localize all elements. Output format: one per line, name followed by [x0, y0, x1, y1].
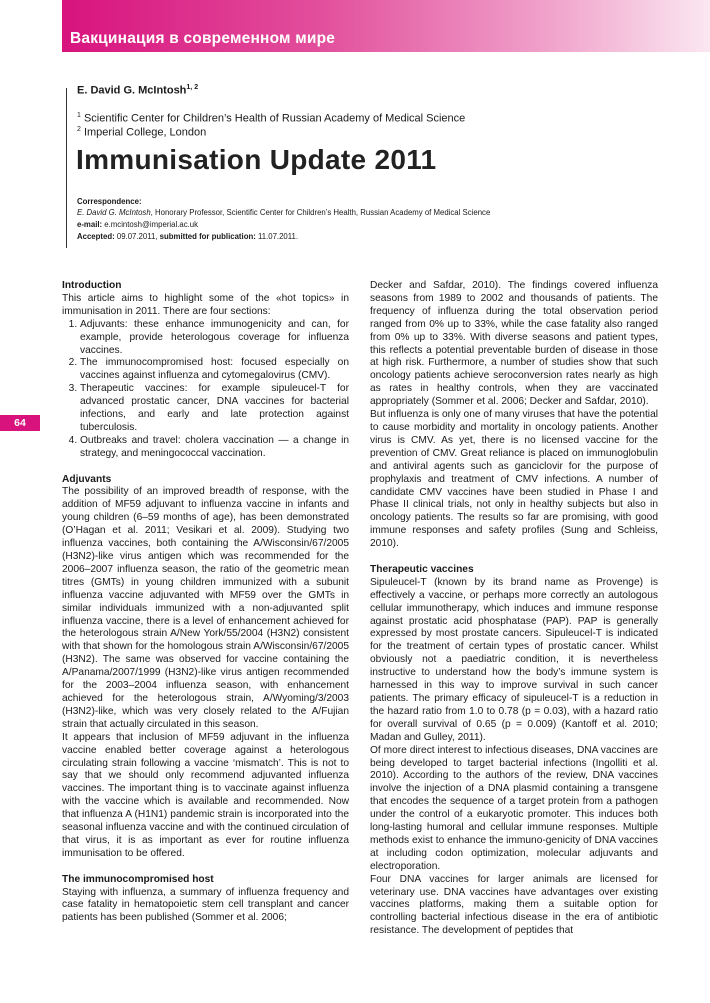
correspondence-text: , Honorary Professor, Scientific Center for Children’s Health, Russian Academy of Medical Science [150, 208, 491, 217]
adjuvants-heading: Adjuvants [62, 473, 112, 485]
list-item: 3. Therapeutic vaccines: for example sipuleucel-T for advanced prostatic cancer, DNA vaccines for bacterial infections, and early and late protection against tuberculosis. [80, 383, 349, 435]
dates-line [77, 232, 298, 241]
intro-list [62, 319, 349, 461]
correspondence-name: E. David G. McIntosh [77, 208, 151, 217]
author-text: E. David G. McIntosh [77, 84, 187, 97]
list-item: 2. The immunocompromised host: focused especially on vaccines against influenza and cytomegalovirus (CMV). [80, 357, 349, 383]
email-line [77, 220, 198, 229]
author-name [77, 84, 198, 97]
body-paragraph: It appears that inclusion of MF59 adjuvant in the influenza vaccine enabled better coverage against a heterologous circulating strain following a vaccine ‘mismatch’. This is not to say that we should only recommend adjuvanted influenza vaccines. The important thing is to vaccinate against influenza with the vaccine which is available and recommended. Now that influenza A (H1N1) pandemic strain is incorporated into the seasonal influenza vaccine and with the continued circulation of that virus, it is as important as ever for routine influenza immunisation to be offered. [62, 731, 349, 859]
left-column [62, 280, 349, 925]
body-paragraph: Decker and Safdar, 2010). The findings covered influenza seasons from 1989 to 2002 and thousands of patients. The frequency of influenza during the total observation period ranged from 0% up to 33%, while the case fatality also ranged from 0% up to 33%. With diverse seasons and patient types, this reflects a potential preventable burden of disease in those at high risk. Furthermore, a number of studies show that such oncology patients achieve seroconversion rates nearly as high as rates in healthy controls, when they are vaccinated appropriately (Sommer et al. 2006; Decker and Safdar, 2010). [370, 280, 658, 408]
right-column [370, 280, 658, 938]
list-item: 4. Outbreaks and travel: cholera vaccination — a change in strategy, and meningococcal vaccination. [80, 435, 349, 461]
affiliation-2 [77, 126, 206, 139]
accepted-label: Accepted: [77, 232, 115, 241]
submitted-label: submitted for publication: [159, 232, 256, 241]
affiliation-1 [77, 112, 465, 125]
author-sup: 1, 2 [186, 84, 199, 91]
email-link[interactable]: e.mcintosh@imperial.ac.uk [102, 220, 199, 229]
page-number-tab: 64 [0, 415, 40, 431]
body-paragraph: Sipuleucel-T (known by its brand name as Provenge) is effectively a vaccine, or perhaps more correctly an autologous cellular immunotherapy, which induces and immune response against prostatic acid phosphatase (PAP). PAP is generally expressed by most prostate cancers. Sipuleucel-T is indicated for the treatment of certain types of prostatic cancer. Whilst obviously not a paediatric condition, it is nevertheless instructive to understand how the body’s immune system is harnessed in this way to improve survival in such cancer patients. The primary efficacy of sipuleucel-T is a reduction in the hazard ratio from 1.0 to 0.78 (p = 0.03), with a hazard ratio for overall survival of 0.65 (p = 0.009) (Kantoff et al. 2010; Madan and Gulley, 2011). [370, 576, 658, 743]
body-paragraph: But influenza is only one of many viruses that have the potential to cause morbidity and mortality in oncology patients. Another virus is CMV. As yet, there is no licensed vaccine for the prevention of CMV. Great reliance is placed on immunoglobulin and antiviral agents such as ganciclovir for the purpose of prophylaxis and treatment of CMV infections. A number of candidate CMV vaccines have been studied in Phase I and Phase II clinical trials, not only in healthy subjects but also in oncology patients. The results so far are promising, with good immune responses and safety profiles (Sung and Schleiss, 2010). [370, 409, 658, 550]
immunocompromised-heading: The immunocompromised host [62, 873, 214, 885]
correspondence-line [77, 208, 490, 217]
accepted-date: 09.07.2011, [114, 232, 158, 241]
submitted-date: 11.07.2011. [255, 232, 299, 241]
body-paragraph: Staying with influenza, a summary of influenza frequency and case fatality in hematopoietic stem cell transplant and cancer patients has been published (Sommer et al. 2006; [62, 886, 349, 924]
aff-text: Scientific Center for Children’s Health of Russian Academy of Medical Science [80, 112, 466, 125]
article-title: Immunisation Update 2011 [76, 144, 437, 175]
journal-section-banner [62, 0, 710, 52]
intro-paragraph: This article aims to highlight some of the «hot topics» in immunisation in 2011. There are four sections: [62, 292, 349, 317]
body-paragraph: Four DNA vaccines for larger animals are licensed for veterinary use. DNA vaccines have advantages over existing vaccines platforms, making them a suitable option for controlling bacterial infectious disease in the era of antibiotic resistance. The development of peptides that [370, 873, 658, 937]
list-item: 1. Adjuvants: these enhance immunogenicity and can, for example, provide heterologous coverage for influenza vaccines. [80, 319, 349, 358]
intro-heading: Introduction [62, 280, 122, 291]
header-rule [66, 88, 67, 248]
email-label: e-mail: [77, 220, 103, 229]
aff-text: Imperial College, London [80, 126, 207, 139]
section-title: Вакцинация в современном мире [70, 30, 336, 47]
aff-sup: 2 [77, 126, 81, 133]
correspondence-label: Correspondence: [77, 197, 142, 206]
aff-sup: 1 [77, 112, 81, 119]
body-paragraph: The possibility of an improved breadth of response, with the addition of MF59 adjuvant to influenza vaccine in infants and young children (6–59 months of age), has been demonstrated (O’Hagan et al. 2011; Vesikari et al. 2009). Studying two influenza vaccines, both containing the A/Wisconsin/67/2005 (H3N2)-like virus antigen which was recommended for the 2006–2007 influenza season, the ratio of the geometric mean titres (GMTs) in young children immunized with a subunit influenza vaccine adjuvanted with MF59 over the GMTs in similar individuals immunized with a non-adjuvanted split influenza vaccine, there is a level of enhancement achieved for the heterologous strain A/New York/55/2004 (H3N2) consistent with that shown for the homologous strain A/Wisconsin/67/2005 (H3N2). The same was observed for vaccine containing the A/Panama/2007/1999 (H3N2)-like virus antigen recommended for the 2003–2004 influenza season, with enhancement achieved for the heterologous strain, A/Wyoming/3/2003 (H3N2)-like, which was very closely related to the A/Fujian strain that actually circulated in this season. [62, 486, 349, 730]
therapeutic-heading: Therapeutic vaccines [370, 563, 474, 575]
body-paragraph: Of more direct interest to infectious diseases, DNA vaccines are being developed to target bacterial infections (Ingolliti et al. 2010). According to the authors of the review, DNA vaccines involve the injection of a DNA plasmid containing a transgene that encodes the sequence of a target protein from a pathogen under the control of a eukaryotic promoter. This induces both long-lasting humoral and cellular immune responses. Multiple methods exist to enhance the immuno-genicity of DNA vaccines at including codon optimization, molecular adjuvants and electroporation. [370, 744, 658, 872]
